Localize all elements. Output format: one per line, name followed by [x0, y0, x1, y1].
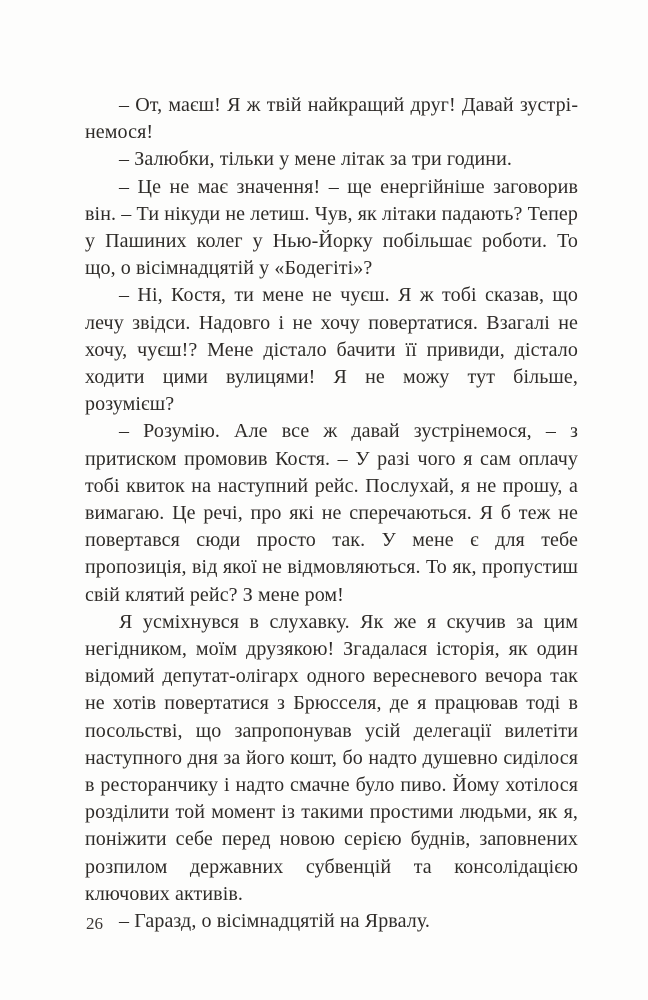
paragraph-dialogue-5: – Розумію. Але все ж давай зустрінемося, – з притиском промовив Костя. – У разі чого я сам оплачу тобі квиток на наступний рейс. Послухай, я не прошу, а вимагаю. Це речі, про які не сперечаються. Я б теж не повертався сюди просто так. У мене є для тебе пропозиція, від якої не відмовляються. То як, пропустиш свій клятий рейс? З мене ром! — [85, 420, 578, 606]
paragraph-narration: Я усміхнувся в слухавку. Як же я скучив за цим негідником, моїм друзякою! Згадалася історія, як один відомий депутат-олігарх одного вересневого вечора так не хотів повертатися з Брюсселя, де я працював тоді в посольстві, що запропонував усій делегації вилетіти наступного дня за його кошт, бо надто душевно сиділося в ресторанчику і надто смачне було пиво. Йому хотілося розділити той момент із такими простими людьми, як я, поніжити себе перед новою серією буднів, заповнених розпилом державних субвенцій та консолідацією ключових активів. — [85, 610, 578, 905]
paragraph-dialogue-4: – Ні, Костя, ти мене не чуєш. Я ж тобі сказав, що лечу звідси. Надовго і не хочу повертатися. Взагалі не хочу, чуєш!? Мене дістало бачити її привиди, дістало ходити цими вулицями! Я не можу тут більше, розумієш? — [85, 284, 578, 416]
body-text — [85, 92, 578, 935]
paragraph-dialogue-3: – Це не має значення! – ще енергійніше заговорив він. – Ти нікуди не летиш. Чув, як літаки падають? Тепер у Пашиних колег у Нью-Йорку побільшає роботи. То що, о вісімнадцятій у «Бодегіті»? — [85, 175, 578, 280]
page-number: 26 — [86, 914, 103, 933]
paragraph-dialogue-1: – От, маєш! Я ж твій найкращий друг! Давай зустрінемося! — [85, 94, 578, 144]
paragraph-dialogue-2: – Залюбки, тільки у мене літак за три години. — [119, 148, 513, 171]
paragraph-dialogue-6: – Гаразд, о вісімнадцятій на Ярвалу. — [119, 910, 431, 933]
